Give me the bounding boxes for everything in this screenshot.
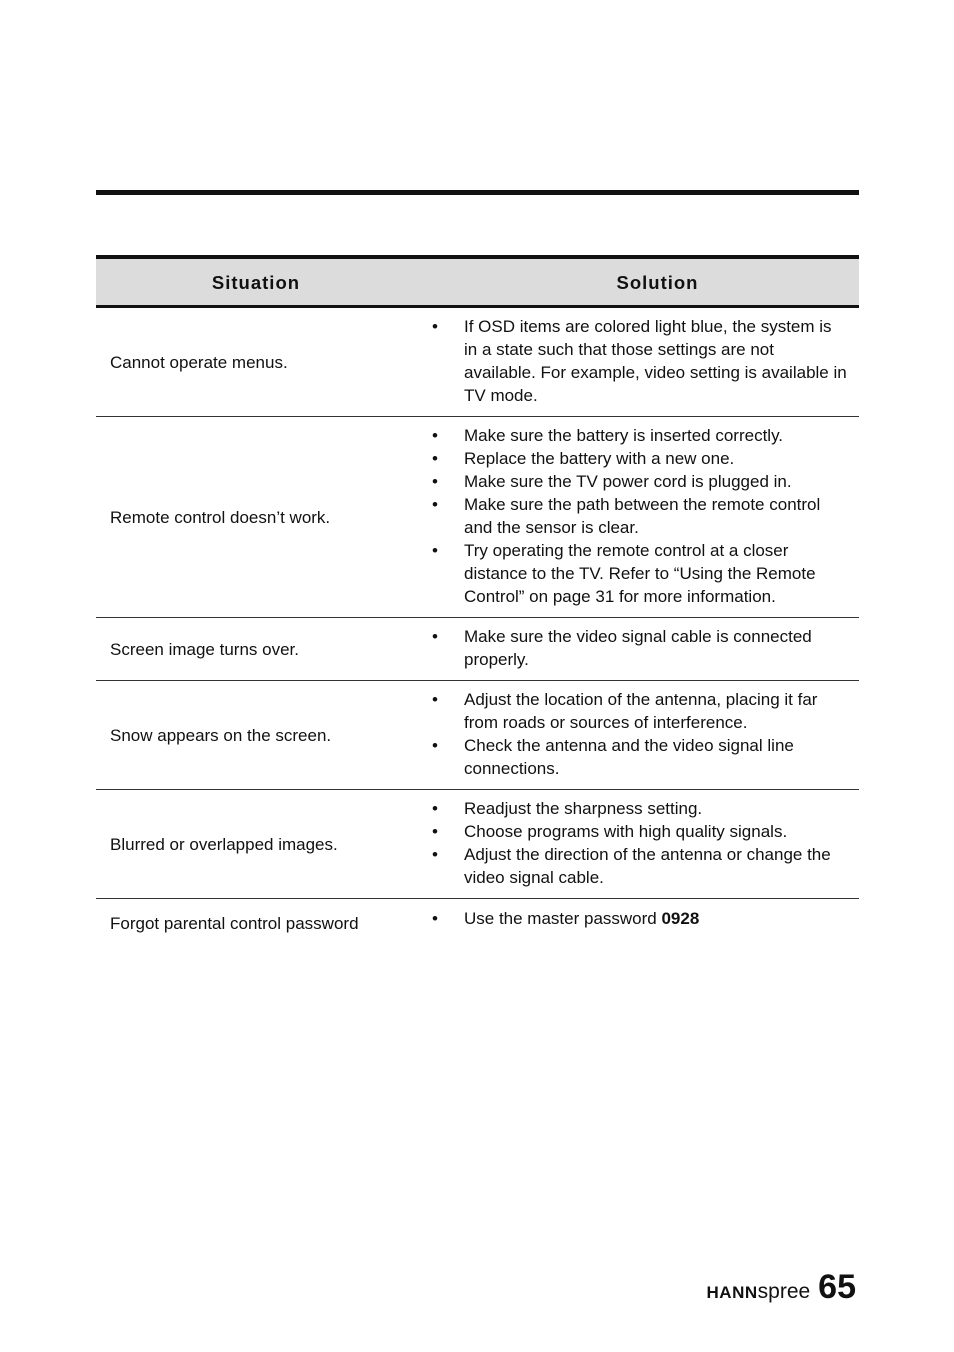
situation-cell: Cannot operate menus.: [96, 307, 416, 417]
bullet: •: [432, 736, 438, 755]
solution-cell: [416, 681, 859, 790]
situation-cell: Screen image turns over.: [96, 618, 416, 681]
table-header-row: [96, 257, 859, 307]
solution-item: • Make sure the battery is inserted correctly.: [416, 424, 847, 447]
solution-item: • If OSD items are colored light blue, the system is in a state such that those settings are not available. For example, video setting is available in TV mode.: [416, 315, 847, 407]
table-row: [96, 307, 859, 417]
solution-item: • Adjust the direction of the antenna or change the video signal cable.: [416, 843, 847, 889]
brand-logo-light: spree: [757, 1280, 811, 1303]
bullet: •: [432, 426, 438, 445]
bullet: •: [432, 799, 438, 818]
bullet: •: [432, 909, 438, 928]
solution-cell: [416, 417, 859, 618]
situation-cell: Snow appears on the screen.: [96, 681, 416, 790]
page-footer: [707, 1268, 856, 1307]
bullet: •: [432, 822, 438, 841]
solution-item: • Adjust the location of the antenna, placing it far from roads or sources of interference.: [416, 688, 847, 734]
situation-cell: Remote control doesn’t work.: [96, 417, 416, 618]
solution-item: • Make sure the TV power cord is plugged in.: [416, 470, 847, 493]
solution-cell: [416, 307, 859, 417]
solution-item: • Choose programs with high quality signals.: [416, 820, 847, 843]
solution-item: • Make sure the path between the remote control and the sensor is clear.: [416, 493, 847, 539]
troubleshooting-table: [96, 255, 859, 939]
bullet: •: [432, 845, 438, 864]
table-row: [96, 417, 859, 618]
bullet: •: [432, 627, 438, 646]
bullet: •: [432, 449, 438, 468]
table-row: [96, 790, 859, 899]
situation-cell: Forgot parental control password: [110, 913, 359, 933]
situation-cell: Blurred or overlapped images.: [96, 790, 416, 899]
top-rule: [96, 190, 859, 195]
master-password: 0928: [661, 909, 700, 928]
solution-item: • Replace the battery with a new one.: [416, 447, 847, 470]
solution-item: • Readjust the sharpness setting.: [416, 797, 847, 820]
solution-cell: [416, 899, 859, 940]
solution-cell: [416, 790, 859, 899]
solution-list: [416, 688, 847, 780]
solution-cell: [416, 618, 859, 681]
solution-header: Solution: [416, 257, 859, 307]
bullet: •: [432, 317, 438, 336]
solution-list: [416, 424, 847, 608]
bullet: •: [432, 690, 438, 709]
bullet: •: [432, 472, 438, 491]
situation-header: Situation: [96, 257, 416, 307]
bullet: •: [432, 495, 438, 514]
solution-list: [416, 797, 847, 889]
table-row: [96, 618, 859, 681]
brand-logo-bold: HANN: [706, 1283, 758, 1302]
bullet: •: [432, 541, 438, 560]
solution-list: [416, 625, 847, 671]
solution-item: • Check the antenna and the video signal line connections.: [416, 734, 847, 780]
table-row: [96, 681, 859, 790]
solution-list: [416, 907, 847, 930]
page-number: 65: [818, 1268, 856, 1306]
table-row: [96, 899, 859, 940]
solution-item: • Make sure the video signal cable is connected properly.: [416, 625, 847, 671]
solution-list: [416, 315, 847, 407]
solution-item: • Use the master password 0928: [416, 907, 847, 930]
solution-item: • Try operating the remote control at a closer distance to the TV. Refer to “Using the Remote Control” on page 31 for more information.: [416, 539, 847, 608]
